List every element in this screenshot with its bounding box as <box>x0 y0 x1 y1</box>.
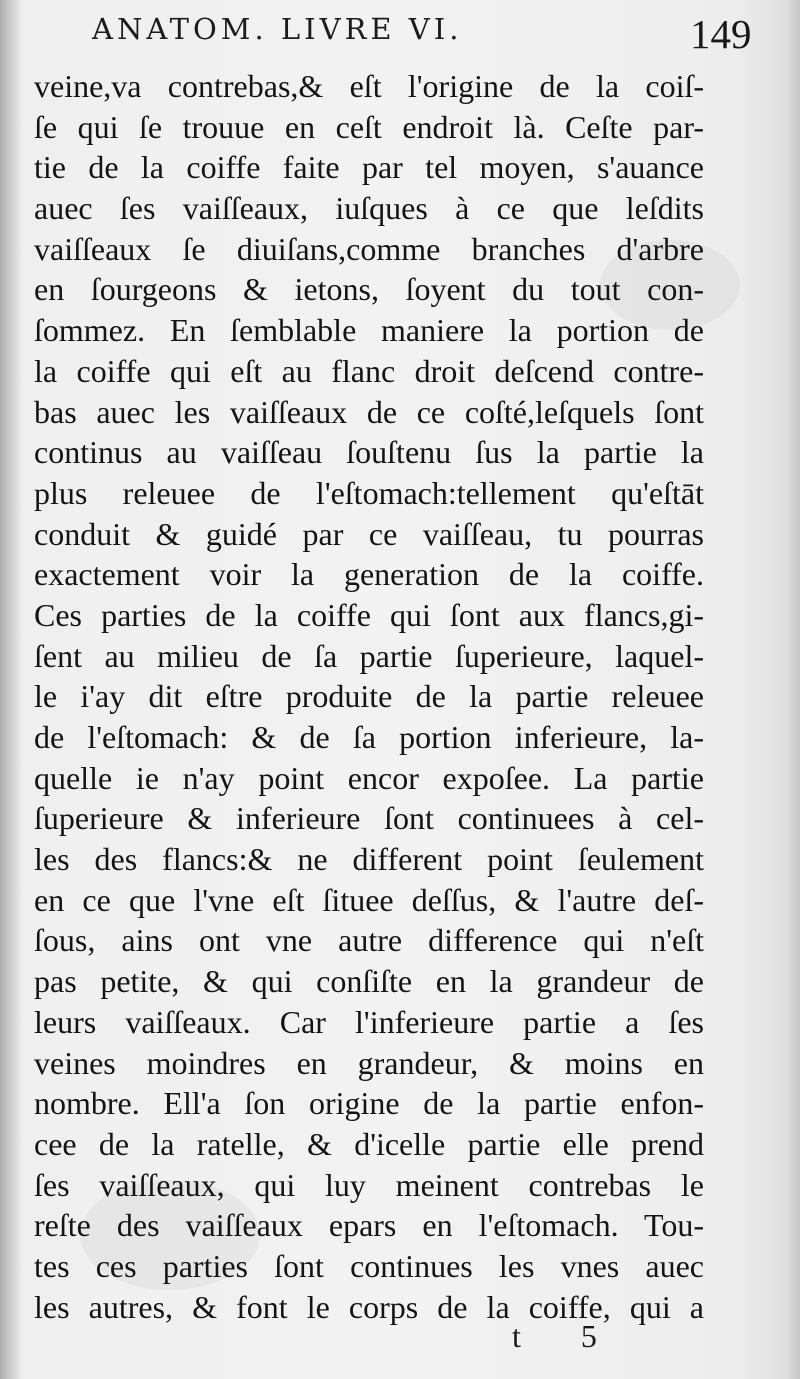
text-line: auec ſes vaiſſeaux, iuſques à ce que leſdits <box>34 190 704 227</box>
text-line: ſe qui ſe trouue en ceſt endroit là. Ceſte par- <box>34 108 704 145</box>
text-line: veine,va contrebas,& eſt l'origine de la coiſ- <box>34 68 704 104</box>
text-line: les autres, & font le corps de la coiffe, qui a <box>34 1288 704 1325</box>
text-line: les des flancs:& ne different point ſeulement <box>34 841 704 878</box>
text-line: en ſourgeons & ietons, ſoyent du tout con- <box>34 271 704 308</box>
text-line: exactement voir la generation de la coiffe. <box>34 556 704 593</box>
text-line: ſent au milieu de ſa partie ſuperieure, laquel- <box>34 637 704 674</box>
text-line: le i'ay dit eſtre produite de la partie releuee <box>34 678 704 715</box>
text-line: conduit & guidé par ce vaiſſeau, tu pourras <box>34 515 704 552</box>
text-line: la coiffe qui eſt au flanc droit deſcend contre- <box>34 352 704 389</box>
gutter-shadow <box>0 0 22 1379</box>
running-title: ANATOM. LIVRE VI. <box>92 12 463 46</box>
text-line: en ce que l'vne eſt ſituee deſſus, & l'autre deſ- <box>34 881 704 918</box>
text-line: quelle ie n'ay point encor expoſee. La partie <box>34 759 704 796</box>
text-line: continus au vaiſſeau ſouſtenu ſus la partie la <box>34 434 704 471</box>
text-line: vaiſſeaux ſe diuiſans,comme branches d'arbre <box>34 230 704 267</box>
body-text <box>34 66 704 1327</box>
text-line: nombre. Ell'a ſon origine de la partie enfon- <box>34 1085 704 1122</box>
text-line: ſes vaiſſeaux, qui luy meinent contrebas le <box>34 1166 704 1203</box>
text-line: Ces parties de la coiffe qui ſont aux flancs,gi- <box>34 596 704 633</box>
text-line: tie de la coiffe faite par tel moyen, s'auance <box>34 149 704 186</box>
text-line: ſuperieure & inferieure ſont continuees à cel- <box>34 800 704 837</box>
page-number: 149 <box>690 11 752 57</box>
text-line: veines moindres en grandeur, & moins en <box>34 1044 704 1081</box>
page-edge-shadow <box>786 0 800 1379</box>
text-line: de l'eſtomach: & de ſa portion inferieure, la- <box>34 719 704 755</box>
text-line: bas auec les vaiſſeaux de ce coſté,leſquels ſont <box>34 393 704 430</box>
text-line: ſous, ains ont vne autre difference qui n'eſt <box>34 922 704 959</box>
signature-mark: t 5 <box>512 1318 623 1354</box>
text-line: pas petite, & qui conſiſte en la grandeur de <box>34 963 704 1000</box>
page-header <box>0 10 800 58</box>
text-line: reſte des vaiſſeaux epars en l'eſtomach. Tou- <box>34 1207 704 1244</box>
text-line: tes ces parties ſont continues les vnes auec <box>34 1247 704 1284</box>
text-line: leurs vaiſſeaux. Car l'inferieure partie a ſes <box>34 1003 704 1040</box>
text-line: plus releuee de l'eſtomach:tellement qu'eſtāt <box>34 474 704 511</box>
text-line: cee de la ratelle, & d'icelle partie elle prend <box>34 1125 704 1162</box>
text-line: ſommez. En ſemblable maniere la portion de <box>34 312 704 349</box>
